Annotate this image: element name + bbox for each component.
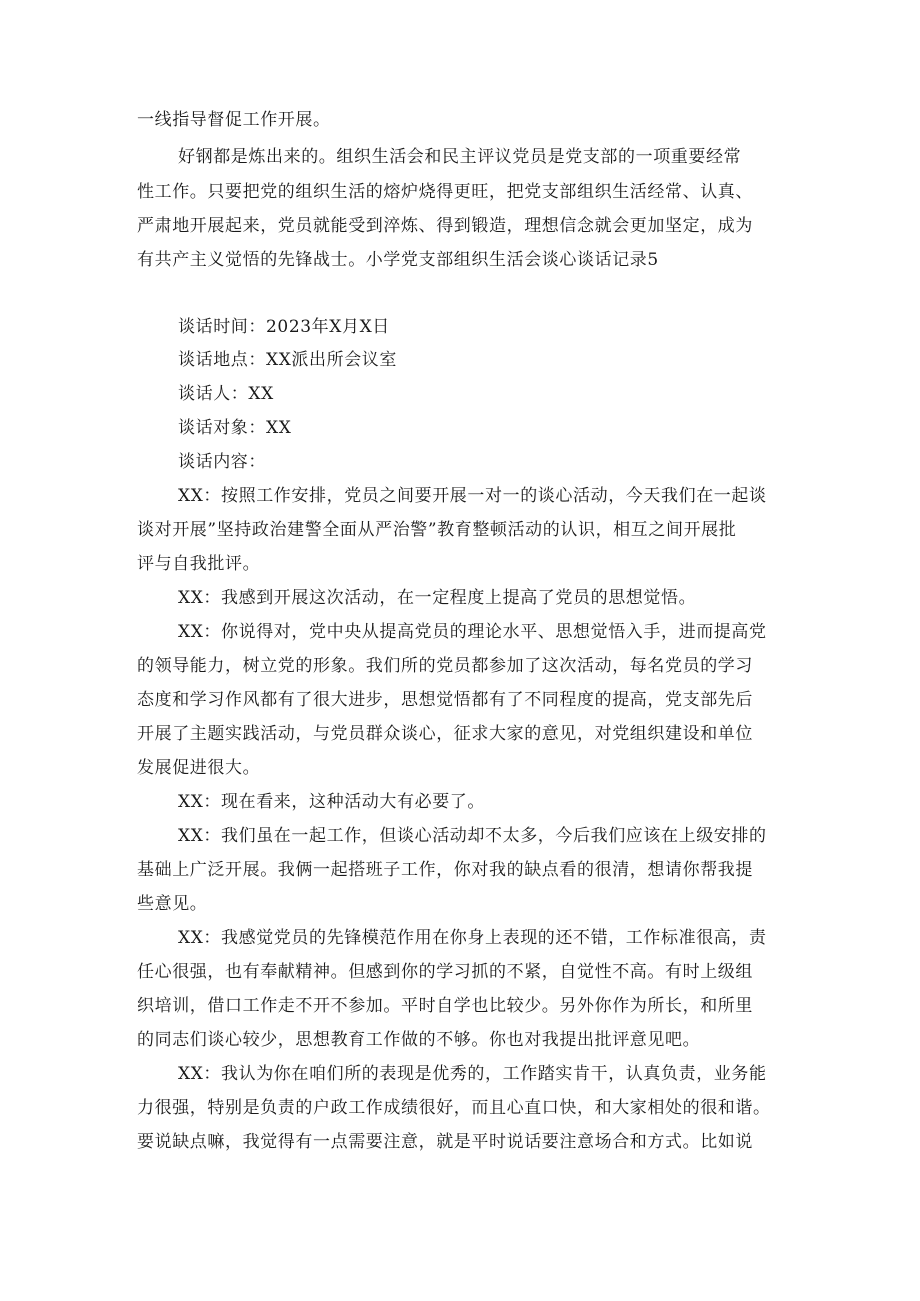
text-line: 的领导能力，树立党的形象。我们所的党员都参加了这次活动，每名党员的学习 — [137, 656, 753, 676]
text-line: 发展促进很大。 — [137, 758, 261, 778]
text-line: XX：按照工作安排，党员之间要开展一对一的谈心活动，今天我们在一起谈 — [178, 486, 767, 506]
text-line: 些意见。 — [137, 894, 208, 914]
text-line: 任心很强，也有奉献精神。但感到你的学习抓的不紧，自觉性不高。有时上级组 — [137, 962, 753, 982]
text-line: XX：现在看来，这种活动大有必要了。 — [178, 792, 486, 812]
text-line: 织培训，借口工作走不开不参加。平时自学也比较少。另外你作为所长，和所里 — [137, 996, 753, 1016]
text-line: 的同志们谈心较少，思想教育工作做的不够。你也对我提出批评意见吧。 — [137, 1030, 701, 1050]
meta-speaker: 谈话人：XX — [178, 384, 274, 404]
text-line: 评与自我批评。 — [137, 554, 261, 574]
text-line: 要说缺点嘛，我觉得有一点需要注意，就是平时说话要注意场合和方式。比如说 — [137, 1132, 753, 1152]
text-line: 一线指导督促工作开展。 — [137, 110, 331, 130]
text-line: 谈对开展”坚持政治建警全面从严治警”教育整顿活动的认识，相互之间开展批 — [137, 520, 737, 540]
meta-content-label: 谈话内容： — [178, 452, 266, 472]
text-line: 有共产主义觉悟的先锋战士。小学党支部组织生活会谈心谈话记录5 — [137, 250, 659, 270]
text-line: XX：我们虽在一起工作，但谈心活动却不太多，今后我们应该在上级安排的 — [178, 826, 767, 846]
text-line: 力很强，特别是负责的户政工作成绩很好，而且心直口快，和大家相处的很和谐。 — [137, 1098, 771, 1118]
text-line: 开展了主题实践活动，与党员群众谈心，征求大家的意见，对党组织建设和单位 — [137, 724, 753, 744]
meta-place: 谈话地点：XX派出所会议室 — [178, 350, 398, 370]
text-line: XX：我感觉党员的先锋模范作用在你身上表现的还不错，工作标准很高，责 — [178, 928, 767, 948]
text-line: 基础上广泛开展。我俩一起搭班子工作，你对我的缺点看的很清，想请你帮我提 — [137, 860, 753, 880]
text-line: XX：我感到开展这次活动，在一定程度上提高了党员的思想觉悟。 — [178, 588, 697, 608]
meta-target: 谈话对象：XX — [178, 418, 292, 438]
text-line: XX：我认为你在咱们所的表现是优秀的，工作踏实肯干，认真负责，业务能 — [178, 1064, 767, 1084]
text-line: XX：你说得对，党中央从提高党员的理论水平、思想觉悟入手，进而提高党 — [178, 622, 767, 642]
text-line: 严肃地开展起来，党员就能受到淬炼、得到锻造，理想信念就会更加坚定，成为 — [137, 216, 753, 236]
text-line: 好钢都是炼出来的。组织生活会和民主评议党员是党支部的一项重要经常 — [178, 147, 742, 167]
text-line: 态度和学习作风都有了很大进步，思想觉悟都有了不同程度的提高，党支部先后 — [137, 690, 753, 710]
text-line: 性工作。只要把党的组织生活的熔炉烧得更旺，把党支部组织生活经常、认真、 — [137, 182, 753, 202]
meta-time: 谈话时间：2023年X月X日 — [178, 317, 390, 337]
